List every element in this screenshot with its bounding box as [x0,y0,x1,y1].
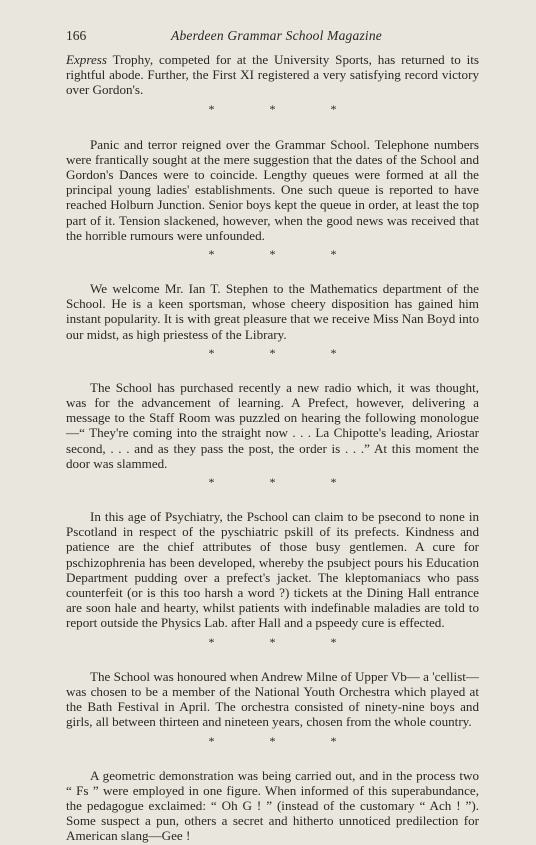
section-separator: * * * [208,475,363,490]
paragraph-geometry: A geometric demonstration was being carried out, and in the process two “ Fs ” were employed in one figure. When informed of this superabundance, the pedagogue exclaimed: “ Oh G ! ” (instead of the customary “ Ach ! ”). Some suspect a pun, others a secret and hitherto unnoticed predilection for American slang—Gee ! [66,767,479,844]
paragraph-trophy [66,52,479,98]
trophy-name-italic: Express [66,52,107,67]
paragraph-trophy-text: Trophy, competed for at the University Sports, has returned to its rightful abode. Further, the First XI registered a very satisfying record victory over Gordon's. [66,52,479,98]
paragraph-orchestra: The School was honoured when Andrew Milne of Upper Vb— a 'cellist— was chosen to be a member of the National Youth Orchestra which played at the Bath Festival in April. The orchestra consisted of ninety-nine boys and girls, all between thirteen and nineteen years, chosen from the whole country. [66,668,479,730]
paragraph-radio: The School has purchased recently a new radio which, it was thought, was for the advancement of learning. A Prefect, however, delivering a message to the Staff Room was puzzled on hearing the following monologue—“ They're coming into the straight now . . . La Chipotte's leading, Ariostar second, . . . and as they pass the post, the order is . . .” At this moment the door was slammed. [66,379,479,471]
section-separator: * * * [208,634,363,649]
section-separator: * * * [208,247,363,262]
section-separator: * * * [208,733,363,748]
section-separator: * * * [208,345,363,360]
paragraph-dances: Panic and terror reigned over the Grammar School. Telephone numbers were frantically sought at the mere suggestion that the dates of the School and Gordon's Dances were to coincide. Lengthy queues were formed at all the principal young ladies' establishments. One such queue is reported to have reached Holburn Junction. Senior boys kept the queue in order, at least the top part of it. Tension slackened, however, when the good news was received that the horrible rumours were unfounded. [66,136,479,243]
paragraph-new-staff: We welcome Mr. Ian T. Stephen to the Mathematics department of the School. He is a keen sportsman, whose cheery disposition has gained him instant popularity. It is with great pleasure that we receive Miss Nan Boyd into our midst, as high priestess of the Library. [66,281,479,342]
section-separator: * * * [208,101,363,116]
page-number: 166 [66,28,87,43]
running-title: Aberdeen Grammar School Magazine [171,28,382,43]
paragraph-psychiatry: In this age of Psychiatry, the Pschool can claim to be psecond to none in Pscotland in respect of the pyschiatric pskill of its prefects. Kindness and patience are the chief attributes of those busy gentlemen. A cure for pschizophrenia has been developed, whereby the psubject pours his Education Department pudding over a prefect's jacket. The kleptomaniacs who pass counterfeit (or is this too harsh a word ?) tickets at the Dining Hall entrance are soon hale and hearty, whilst patients with indefinable maladies are told to report outside the Physics Lab. after Hall and a pspeedy cure is effected. [66,509,479,631]
page-header [66,28,479,48]
